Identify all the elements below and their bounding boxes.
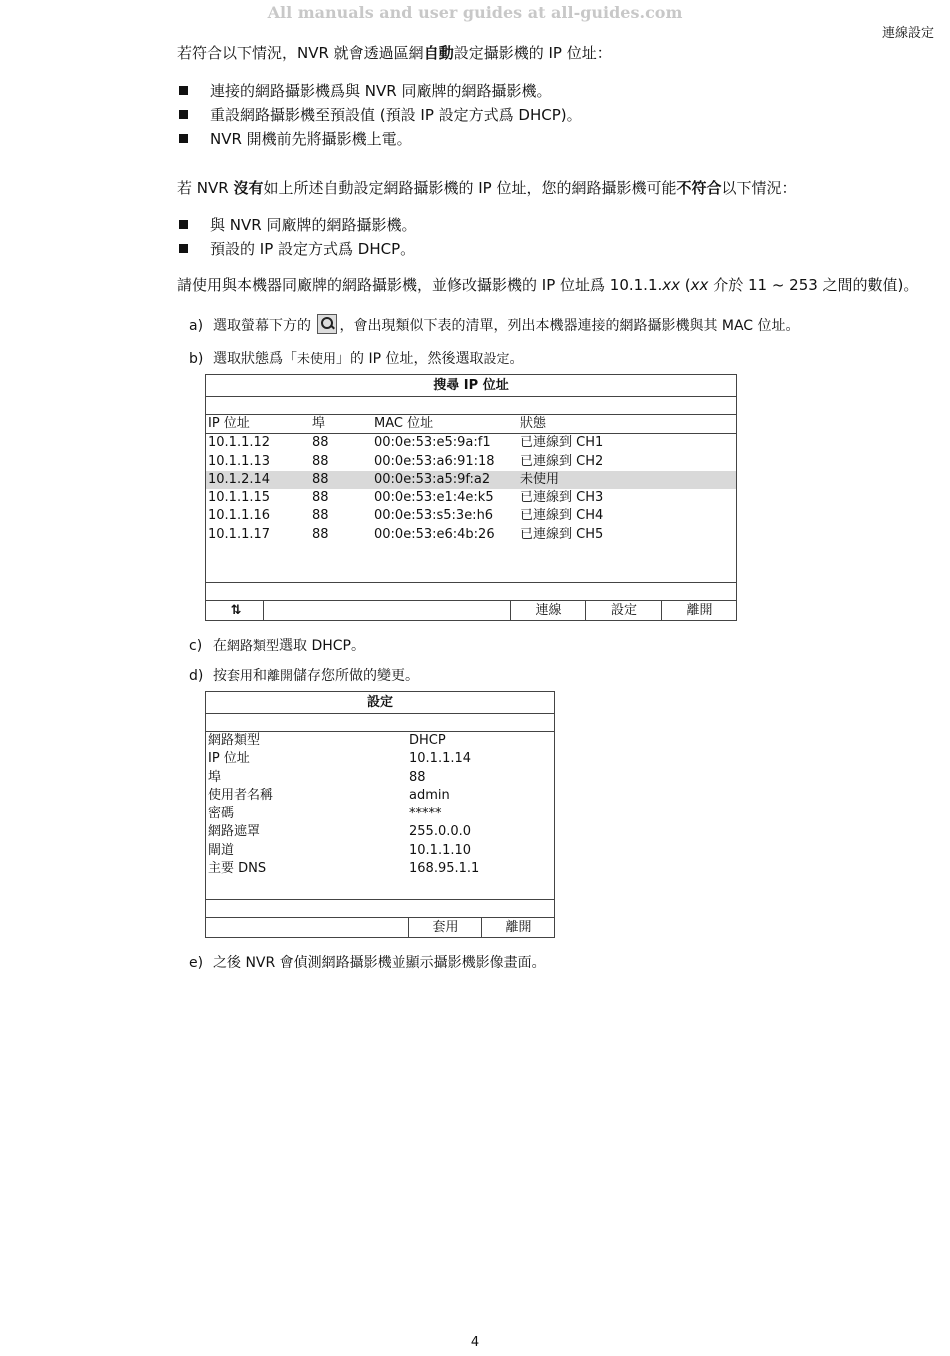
instruction-p3: 介於 11 ~ 253 之間的數值)。: [708, 276, 919, 294]
step-c: [189, 635, 365, 655]
not-auto-p2: 如上所述自動設定網路攝影機的 IP 位址，您的網路攝影機可能: [263, 179, 677, 197]
exit-button[interactable]: 離開: [481, 918, 555, 937]
page-number: 4: [470, 1335, 480, 1350]
bullet-item: [179, 128, 412, 149]
step-b-text2: 」的 IP 位址，然後選取: [336, 351, 484, 367]
setting-label: 埠: [208, 769, 222, 785]
cell-mac: 00:0e:53:e6:4b:26: [374, 526, 495, 542]
dialog-spacer: [206, 582, 736, 601]
setting-value: *****: [409, 806, 442, 822]
step-d-text1: 按: [213, 668, 227, 684]
step-a-text2: ，會出現類似下表的清單，列出本機器連接的網路攝影機與其 MAC 位址。: [339, 318, 800, 334]
instruction-i1: xx: [662, 276, 681, 294]
setting-value: 88: [409, 769, 426, 785]
cell-ip: 10.1.1.15: [208, 490, 271, 506]
bullet-text: 重設網路攝影機至預設值 (預設 IP 設定方式爲 DHCP)。: [210, 106, 582, 124]
step-d: [189, 665, 419, 685]
up-down-arrows-icon[interactable]: ⇅: [209, 601, 264, 620]
setting-label: 主要 DNS: [208, 861, 267, 877]
dialog-title: 設定: [206, 692, 554, 714]
col-status: 狀態: [520, 416, 547, 431]
step-label: b): [189, 351, 204, 367]
instruction-p2: (: [680, 276, 691, 294]
bullet-item: [179, 214, 416, 235]
step-a: [189, 314, 800, 335]
cell-status: 未使用: [520, 471, 560, 487]
cell-mac: 00:0e:53:e5:9a:f1: [374, 435, 491, 451]
setting-label: 使用者名稱: [208, 787, 274, 803]
not-auto-p1: 若 NVR: [177, 179, 234, 197]
settings-row[interactable]: [206, 750, 554, 768]
bullet-item: [179, 238, 415, 259]
step-c-text1: 在: [213, 638, 227, 654]
step-b-mono2: 設定: [483, 352, 510, 367]
settings-dialog: [205, 691, 555, 938]
table-row[interactable]: [206, 434, 736, 452]
table-row[interactable]: [206, 453, 736, 471]
settings-row[interactable]: [206, 805, 554, 823]
not-auto-b1: 沒有: [233, 179, 264, 197]
step-d-mono: 套用: [227, 669, 254, 684]
col-port: 埠: [312, 416, 326, 431]
search-icon[interactable]: [317, 314, 337, 334]
instruction-paragraph: [177, 274, 918, 295]
settings-row[interactable]: [206, 842, 554, 860]
table-header: [206, 415, 736, 434]
bullet-item: [179, 104, 582, 125]
cell-port: 88: [312, 508, 329, 524]
step-e: [189, 952, 546, 972]
step-c-text2: 選取 DHCP。: [279, 638, 365, 654]
setting-value: 10.1.1.14: [409, 751, 472, 767]
table-row[interactable]: [206, 489, 736, 507]
cell-port: 88: [312, 471, 329, 487]
step-b-mono: 未使用: [297, 352, 337, 367]
dialog-footer: [206, 600, 736, 620]
bullet-item: [179, 80, 551, 101]
setting-label: 網路類型: [208, 733, 261, 748]
dialog-footer: [206, 917, 554, 937]
cell-port: 88: [312, 453, 329, 469]
cell-ip: 10.1.1.13: [208, 453, 271, 469]
cell-status: 已連線到 CH4: [520, 508, 604, 524]
bullet-text: 預設的 IP 設定方式爲 DHCP。: [210, 240, 416, 258]
bullet-square-icon: [179, 86, 188, 95]
not-auto-paragraph: [177, 177, 797, 198]
cell-ip: 10.1.1.17: [208, 526, 271, 542]
intro-paragraph: [177, 42, 612, 63]
step-label: c): [189, 638, 203, 654]
setting-label: 閘道: [208, 842, 235, 858]
settings-row[interactable]: [206, 787, 554, 805]
cell-status: 已連線到 CH2: [520, 453, 604, 469]
bullet-text: 與 NVR 同廠牌的網路攝影機。: [210, 216, 417, 234]
bullet-square-icon: [179, 134, 188, 143]
intro-bold: 自動: [423, 44, 454, 62]
cell-port: 88: [312, 490, 329, 506]
settings-row[interactable]: [206, 860, 554, 878]
dialog-spacer: [206, 714, 554, 732]
bullet-text: 連接的網路攝影機爲與 NVR 同廠牌的網路攝影機。: [210, 82, 552, 100]
not-auto-p3: 以下情況：: [721, 179, 797, 197]
bullet-square-icon: [179, 110, 188, 119]
instruction-p1: 請使用與本機器同廠牌的網路攝影機，並修改攝影機的 IP 位址爲 10.1.1.: [177, 276, 663, 294]
apply-button[interactable]: 套用: [408, 918, 482, 937]
cell-mac: 00:0e:53:a6:91:18: [374, 453, 495, 469]
step-d-mono2: 離開: [267, 669, 294, 684]
bullet-text: NVR 開機前先將攝影機上電。: [210, 130, 412, 148]
cell-status: 已連線到 CH1: [520, 435, 604, 451]
table-row[interactable]: [206, 507, 736, 525]
settings-row[interactable]: [206, 732, 554, 750]
step-d-text3: 儲存您所做的變更。: [293, 668, 420, 684]
bullet-square-icon: [179, 220, 188, 229]
step-b-text1: 選取狀態爲「: [213, 351, 297, 367]
exit-button[interactable]: 離開: [661, 601, 737, 620]
setting-label: IP 位址: [208, 751, 250, 767]
settings-row[interactable]: [206, 823, 554, 841]
not-auto-b2: 不符合: [676, 179, 722, 197]
setting-value: 255.0.0.0: [409, 824, 472, 840]
cell-status: 已連線到 CH5: [520, 526, 604, 542]
bullet-square-icon: [179, 244, 188, 253]
col-ip: IP 位址: [208, 416, 250, 431]
intro-text-a: 若符合以下情況，NVR 就會透過區網: [177, 44, 424, 62]
instruction-i2: xx: [690, 276, 709, 294]
cell-port: 88: [312, 435, 329, 451]
intro-text-b: 設定攝影機的 IP 位址：: [453, 44, 612, 62]
dialog-title: 搜尋 IP 位址: [206, 375, 736, 397]
step-d-text2: 和: [253, 668, 268, 684]
setting-value: admin: [409, 787, 450, 803]
step-c-mono: 網路類型: [227, 639, 280, 654]
setting-value: DHCP: [409, 733, 446, 748]
col-mac: MAC 位址: [374, 416, 434, 431]
section-title: 連線設定: [881, 26, 934, 41]
search-ip-dialog: [205, 374, 737, 621]
step-label: d): [189, 668, 204, 684]
cell-mac: 00:0e:53:s5:3e:h6: [374, 508, 494, 524]
step-label: a): [189, 318, 204, 334]
cell-mac: 00:0e:53:a5:9f:a2: [374, 471, 491, 487]
settings-row[interactable]: [206, 769, 554, 787]
cell-ip: 10.1.2.14: [208, 471, 271, 487]
table-row[interactable]: [206, 526, 736, 544]
cell-port: 88: [312, 526, 329, 542]
step-e-text: 之後 NVR 會偵測網路攝影機並顯示攝影機影像畫面。: [213, 955, 546, 971]
cell-status: 已連線到 CH3: [520, 490, 604, 506]
setting-value: 168.95.1.1: [409, 861, 480, 877]
dialog-spacer: [206, 899, 554, 918]
cell-ip: 10.1.1.12: [208, 435, 271, 451]
setup-button[interactable]: 設定: [585, 601, 662, 620]
watermark: All manuals and user guides at all-guides.com: [267, 3, 683, 22]
dialog-spacer: [206, 397, 736, 415]
setting-label: 密碼: [208, 806, 235, 822]
step-b: [189, 348, 524, 368]
table-row-selected[interactable]: [206, 471, 736, 489]
connect-button[interactable]: 連線: [510, 601, 586, 620]
setting-label: 網路遮罩: [208, 824, 261, 840]
cell-ip: 10.1.1.16: [208, 508, 271, 524]
step-a-text1: 選取螢幕下方的: [213, 318, 311, 334]
step-label: e): [189, 955, 204, 971]
cell-mac: 00:0e:53:e1:4e:k5: [374, 490, 494, 506]
step-b-text3: 。: [509, 351, 524, 367]
setting-value: 10.1.1.10: [409, 842, 472, 858]
